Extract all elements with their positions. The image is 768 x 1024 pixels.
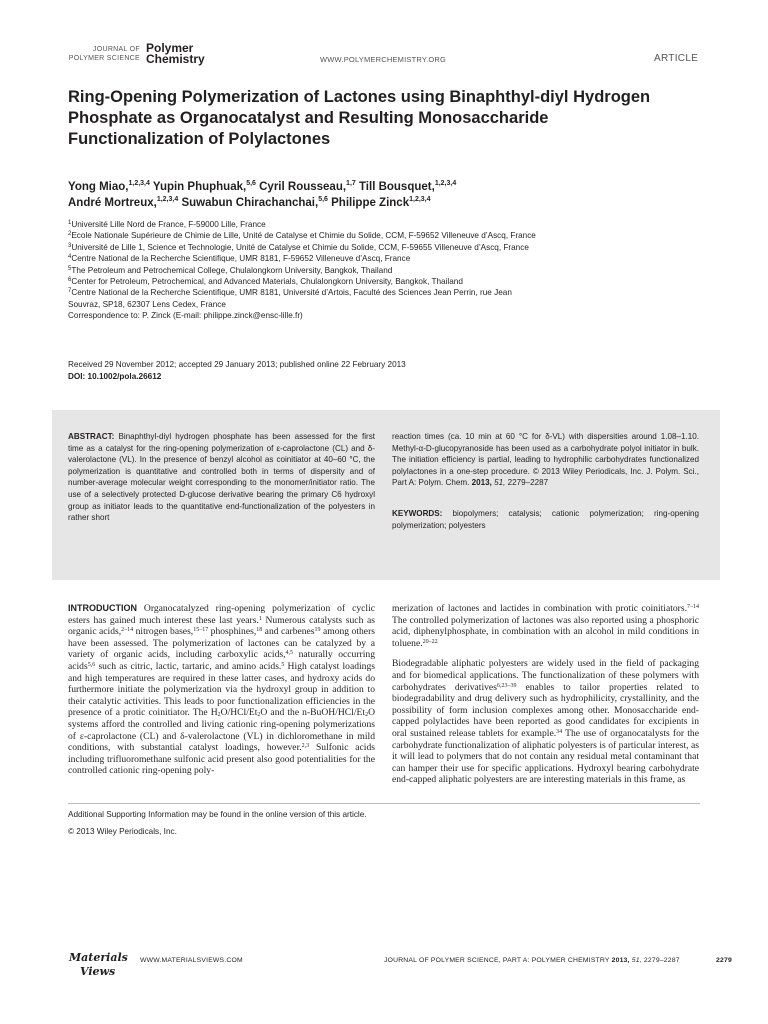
doi[interactable]: DOI: 10.1002/pola.26612	[68, 371, 162, 381]
citation-superscript: 34	[556, 728, 563, 735]
citation-superscript: 19	[314, 627, 321, 634]
affiliation: $^6$Center for Petroleum, Petrochemical, and Advanced Materials, Chulalongkorn University, Bangkok, Thailand	[68, 277, 463, 287]
citation-superscript: 7–14	[687, 604, 699, 610]
citation-superscript: 5,6	[87, 661, 96, 668]
materials-views-logo-svg	[68, 948, 128, 980]
affiliation: $^5$The Petroleum and Petrochemical College, Chulalongkorn University, Bangkok, Thailand	[68, 265, 393, 275]
citation-superscript: 18	[256, 627, 263, 634]
author-line: André Mortreux,$^{1,2,3,4}$ Suwabun Chirachanchai,$^{5,6}$ Philippe Zinck$^{1,2,3,4}$	[68, 196, 431, 209]
svg-text:Views: Views	[80, 965, 116, 978]
citation-superscript: 4,5	[285, 650, 294, 657]
footnote-rule	[68, 803, 700, 804]
abstract-label: ABSTRACT:	[68, 432, 115, 441]
introduction-heading: INTRODUCTION	[68, 603, 137, 613]
affiliation: $^3$Université de Lille 1, Science et Technologie, Unité de Catalyse et Chimie du Solide, CCM, F-59655 Villeneuve d’Ascq, France	[68, 242, 529, 252]
body-left-column	[68, 603, 375, 786]
header-url[interactable]: WWW.POLYMERCHEMISTRY.ORG	[320, 55, 447, 64]
affiliation: $^2$Ecole Nationale Supérieure de Chimie de Lille, Unité de Catalyse et Chimie du Solide, CCM, F-59652 Villeneuve d’Ascq, France	[68, 231, 536, 241]
correspondence: Correspondence to: P. Zinck (E-mail: philippe.zinck@ensc-lille.fr)	[68, 311, 303, 321]
citation-superscript: 20–22	[422, 638, 438, 645]
affiliation: $^1$Université Lille Nord de France, F-59000 Lille, France	[68, 220, 266, 229]
author-list	[68, 179, 718, 211]
body-right-column	[392, 603, 699, 795]
citation-superscript: 1	[258, 615, 262, 622]
journal-logo-big: Polymer Chemistry	[146, 41, 205, 66]
body-paragraph: Biodegradable aliphatic polyesters are widely used in the field of packaging and for biomedical applications. The functionalization of these polymers with carbohydrates derivatives$^{6,23-39}$ enables to tailor properties related to biodegradability and drug delivery such as hydrophilicity, crystallinity, and the possibility of form inclusion complexes among other. Monosaccharide end-capped polylactides have been reported as good candidates for excipients in oral sustained release tablets for example.$^{34}$ The use of organocatalysts for the carbohydrate functionalization of aliphatic polyesters is of particular interest, as it will lead to polymers that do not contain any residual metal contaminant that can hamper their use for specific applications. Hydroxyl bearing carbohydrate end-capped aliphatic polyesters are are interesting materials in this frame, as	[392, 658, 700, 786]
chemical-subscript: 2	[217, 712, 221, 719]
abstract-left-column: ABSTRACT: Binaphthyl-diyl hydrogen phosphate has been assessed for the first time as a catalyst for the ring-opening polymerization of ε-caprolactone (CL) and δ-valerolactone (VL). In the presence of benzyl alcohol as coinitiator at 40–60 °C, the polymerization is quantitative and controlled both in terms of dispersity and of number-average molecular weight corresponding to the monomer/initiator ratio. The use of a selectively protected D-glucose derivative bearing the primary C6 hydroxyl group as initiator leads to the quantitative end-functionalization of the polyesters in rather short	[68, 432, 375, 523]
citation-superscript: 6,23–39	[496, 682, 517, 689]
keywords-label: KEYWORDS:	[392, 508, 443, 518]
journal-logo-small: JOURNAL OF POLYMER SCIENCE	[68, 46, 140, 62]
materials-views-logo	[68, 948, 128, 980]
footer-citation: JOURNAL OF POLYMER SCIENCE, PART A: POLYMER CHEMISTRY 2013, 51, 2279–2287	[384, 957, 680, 964]
intro-paragraph: INTRODUCTION Organocatalyzed ring-opening polymerization of cyclic esters has gained much interest these last years.$^1$ Numerous catalysts such as organic acids,$^{2-14}$ nitrogen bases,$^{15-17}$ phosphines,$^{18}$ and carbenes$^{19}$ among others have been assessed. The polymerization of lactones can be catalyzed by a variety of organic acids, including carboxylic acids,$^{4,5}$ naturally occurring acids$^{5,6}$ such as citric, lactic, tartaric, and amino acids.$^5$ High catalyst loadings and high temperatures are required in these latter cases, and hydroxy acids do furthermore initiate the polymerization via the hydroxyl group in addition to their catalytic activities. This leads to poor functionalization efficiencies in the presence of a protic coinitiator. The $H_2O/HCl/Et_2O$ and the $n-BuOH/HCl/Et_2O$ systems afford the controlled and living cationic ring-opening polymerizations of ε-caprolactone (CL) and δ-valerolactone (VL) in dichloromethane in mild conditions, with substantial catalyst loadings, however.$^{2,3}$ Sulfonic acids including trifluoromethane sulfonic acid present also good potentialities for the controlled cationic ring-opening poly-	[68, 603, 376, 777]
keywords: biopolymers; catalysis; cationic polymerization; ring-opening polymerization; polyesters	[392, 508, 699, 530]
supporting-info-note: Additional Supporting Information may be found in the online version of this article.	[68, 810, 367, 819]
footer-url[interactable]: WWW.MATERIALSVIEWS.COM	[140, 957, 243, 964]
affiliation: Souvraz, SP18, 62307 Lens Cedex, France	[68, 299, 226, 309]
article-type-label: ARTICLE	[654, 53, 699, 64]
chemical-subscript: 2	[365, 712, 369, 719]
author-line: Yong Miao,$^{1,2,3,4}$ Yupin Phuphuak,$^{5,6}$ Cyril Rousseau,$^{1,7}$ Till Bousquet,$^{1,2,3,4}$	[68, 180, 457, 193]
paper-title: Ring-Opening Polymerization of Lactones using Binaphthyl-diyl Hydrogen Phosphate as Organocatalyst and Resulting Monosaccharide Functionalization of Polylactones	[68, 88, 651, 148]
copyright-note: © 2013 Wiley Periodicals, Inc.	[68, 827, 177, 836]
affiliations	[68, 219, 728, 322]
affiliation: $^7$Centre National de la Recherche Scientifique, UMR 8181, Université d’Artois, Faculté des Sciences Jean Perrin, rue Jean	[68, 288, 512, 298]
citation-superscript: 2–14	[121, 627, 134, 634]
abstract-right-column: reaction times (ca. 10 min at 60 °C for δ-VL) with dispersities around 1.08–1.10. Methyl-α-D-glucopyranoside has been used as a carbohydrate polyol initiator in bulk. The initiation efficiency is partial, leading to hydrophilic carbohydrates functionalized polylactones in a one-step procedure. © 2013 Wiley Periodicals, Inc. J. Polym. Sci., Part A: Polym. Chem. 2013, 51, 2279–2287 KEYWORDS: biopolymers; catalysis; cationic polymerization; ring-opening polymerization; polyesters	[392, 432, 699, 530]
citation-superscript: 15–17	[193, 627, 209, 634]
publication-dates: Received 29 November 2012; accepted 29 January 2013; published online 22 February 2013 DOI: 10.1002/pola.26612	[68, 359, 728, 382]
footnotes	[68, 809, 708, 837]
body-paragraph: merization of lactones and lactides in combination with protic coinitiators.$^{7-14}$ The controlled polymerization of lactones was also reported using a phosphoric acid, diphenylphosphate, in combination with an alcohol in mild conditions in toluene.$^{20-22}$	[392, 603, 699, 649]
citation-superscript: 5	[281, 661, 285, 668]
affiliation: $^4$Centre National de la Recherche Scientifique, UMR 8181, F-59652 Villeneuve d’Ascq, France	[68, 254, 411, 264]
chemical-subscript: 2	[257, 712, 261, 719]
citation-superscript: 2,3	[301, 743, 310, 750]
page-number: 2279	[716, 957, 732, 964]
svg-text:Materials: Materials	[69, 951, 128, 964]
